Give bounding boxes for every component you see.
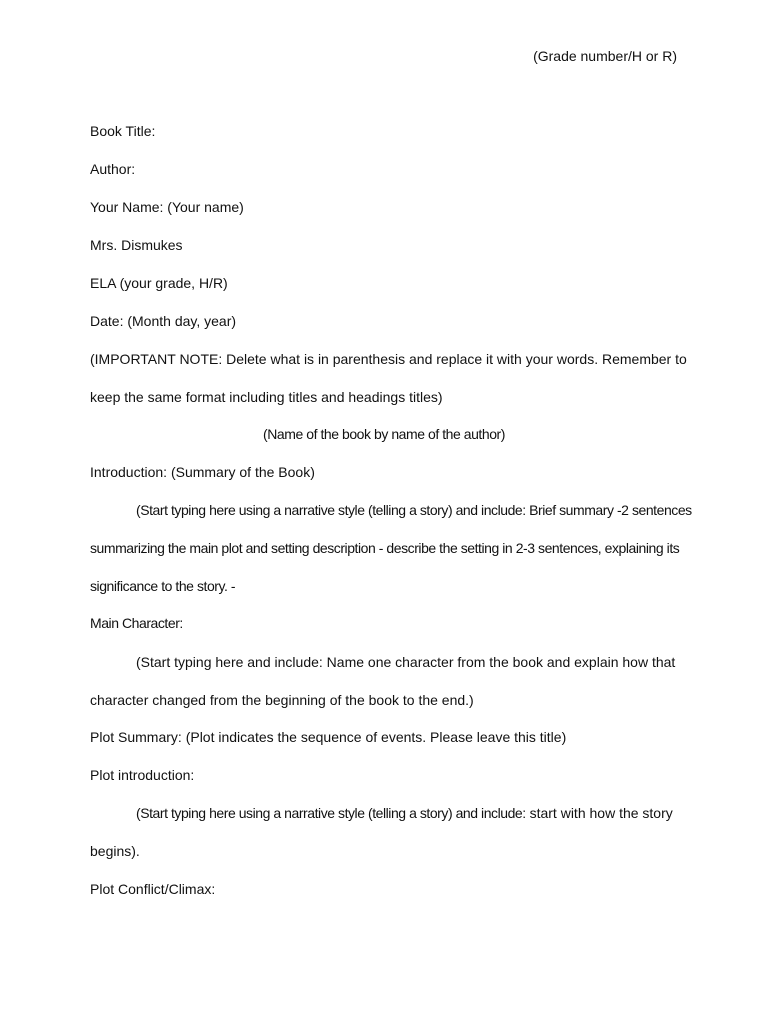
plot-introduction-paragraph-part-b: start with how the story [525, 805, 673, 821]
author-label: Author: [90, 161, 136, 177]
introduction-paragraph-line-1: (Start typing here using a narrative style (telling a story) and include: Brief summary -2 sentences [136, 502, 692, 518]
date-line: Date: (Month day, year) [90, 313, 237, 329]
plot-summary-heading: Plot Summary: (Plot indicates the sequence of events. Please leave this title) [90, 729, 567, 745]
book-title-label: Book Title: [90, 123, 156, 139]
header-grade-placeholder: (Grade number/H or R) [533, 48, 677, 64]
your-name-line: Your Name: (Your name) [90, 199, 244, 215]
class-line: ELA (your grade, H/R) [90, 275, 228, 291]
plot-introduction-paragraph-line-2: begins). [90, 843, 140, 859]
important-note-line-1: (IMPORTANT NOTE: Delete what is in parenthesis and replace it with your words. Remember to [90, 351, 687, 367]
main-character-paragraph-line-1: (Start typing here and include: Name one character from the book and explain how that [136, 654, 676, 670]
centered-book-title: (Name of the book by name of the author) [263, 426, 505, 442]
important-note-line-2: keep the same format including titles and headings titles) [90, 389, 443, 405]
teacher-name: Mrs. Dismukes [90, 237, 183, 253]
plot-introduction-paragraph-part-a: (Start typing here using a narrative style (telling a story) and include: [136, 805, 526, 821]
introduction-heading: Introduction: (Summary of the Book) [90, 464, 315, 480]
plot-conflict-heading: Plot Conflict/Climax: [90, 881, 216, 897]
main-character-paragraph-line-2: character changed from the beginning of the book to the end.) [90, 692, 474, 708]
plot-introduction-heading: Plot introduction: [90, 767, 195, 783]
introduction-paragraph-line-2: summarizing the main plot and setting description - describe the setting in 2-3 sentences, explaining its [90, 540, 680, 556]
plot-introduction-paragraph-line-1 [136, 804, 673, 822]
introduction-paragraph-line-3: significance to the story. - [90, 578, 236, 594]
main-character-heading: Main Character: [90, 615, 183, 631]
